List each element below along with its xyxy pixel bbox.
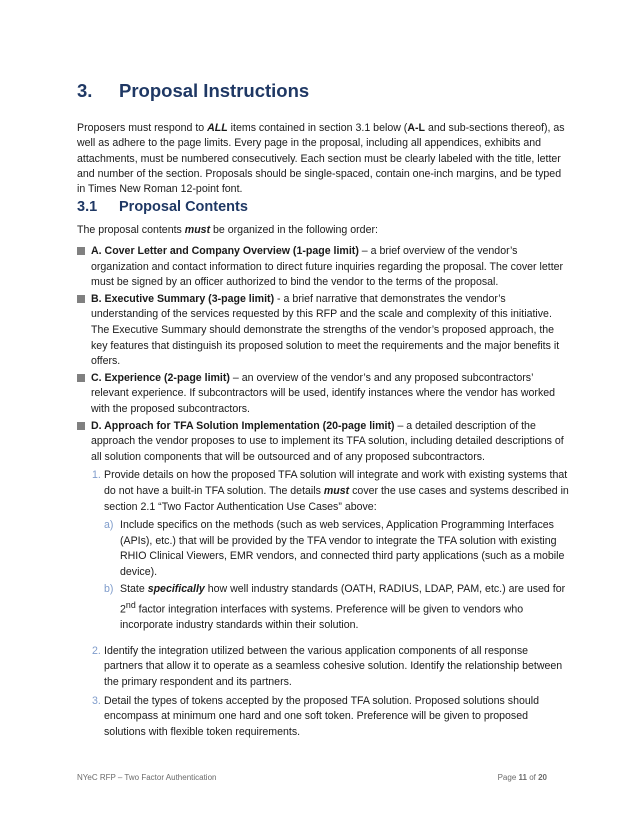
intro-bold: A-L (407, 122, 425, 134)
list-number: 3. (92, 694, 101, 707)
page-current: 11 (518, 773, 527, 782)
item-title: A. Cover Letter and Company Overview (1-page limit) (91, 245, 359, 257)
contents-list (77, 244, 569, 743)
lead-text: The proposal contents (77, 224, 185, 236)
item-text: – an overview of the vendor’s and any proposed subcontractors’ relevant experience. If subcontractors will be used, identify instances where the vendor has worked with the proposed subcontractors. (91, 371, 556, 415)
lead-emphasis: must (184, 224, 211, 236)
list-letter: b) (104, 583, 114, 596)
intro-text-mid: items contained in section 3.1 below ( (227, 122, 408, 134)
numbered-item-3 (91, 694, 569, 741)
square-bullet-icon (77, 422, 85, 430)
list-item (77, 244, 569, 291)
item-text: – a brief overview of the vendor’s organization and contact information to direct future inquiries regarding the proposal. The cover letter must be signed by an officer authorized to bind the vendor to the terms of the proposal. (91, 245, 564, 289)
intro-emphasis: ALL (207, 122, 228, 134)
lead-paragraph (77, 223, 569, 237)
square-bullet-icon (77, 374, 85, 382)
item-text: – a detailed description of the approach the vendor proposes to use to implement its TFA solution, including detailed descriptions of all solution components that will be outsourced and of any proposed subcontractors. (91, 419, 564, 463)
page-number (498, 773, 547, 782)
section-title: Proposal Instructions (119, 80, 310, 101)
item-text-mid: how well industry standards (OATH, RADIUS, LDAP, PAM, etc.) are used for 2 (120, 583, 566, 616)
lettered-item-b (104, 582, 569, 633)
list-item (77, 292, 569, 370)
list-item (77, 419, 569, 741)
item-title: B. Executive Summary (3-page limit) (91, 292, 275, 305)
subsection-title: Proposal Contents (119, 199, 248, 215)
page-footer (77, 773, 547, 782)
item-text: Detail the types of tokens accepted by the proposed TFA solution. Proposed solutions should encompass at minimum one hard and one soft token. Preference will be given to proposed solutions with flexible token requirements. (104, 694, 540, 738)
intro-text: Proposers must respond to (77, 122, 208, 134)
page-of-label: of (526, 773, 539, 782)
superscript: nd (125, 600, 136, 611)
item-text: - a brief narrative that demonstrates the vendor’s understanding of the services requested by this RFP and the scale and complexity of this initiative. The Executive Summary should demonstrate the strengths of the vendor’s proposed approach, the key features that distinguish its proposed solution to meet the requirements and the major benefits it offers. (91, 292, 560, 368)
list-number: 2. (92, 644, 101, 657)
intro-text-post: and sub-sections thereof), as well as adhere to the page limits. Every page in the proposal, including all appendices, exhibits and attachments, must be numbered consecutively. Each section must be clearly labeled with the title, letter and number of the section. Proposals should be single-spaced, contain one-inch margins, and be typed in Times New Roman 12-point font. (77, 122, 565, 196)
item-text-post: factor integration interfaces with systems. Preference will be given to vendors who incorporate industry standards within their solution. (120, 603, 524, 632)
list-letter: a) (104, 519, 114, 532)
item-text: Identify the integration utilized between the various application components of all response partners that allow it to operate as a seamless cohesive solution. Identify the relationship between the primary respondent and its partners. (104, 644, 563, 688)
square-bullet-icon (77, 247, 85, 255)
item-text: Include specifics on the methods (such as web services, Application Programming Interfaces (APIs), etc.) that will be provided by the TFA vendor to integrate the TFA solution with existing RHIO Clinical Viewers, EMR vendors, and connected third party applications (such as a mobile device). (120, 519, 565, 578)
item-emphasis: specifically (147, 583, 205, 596)
list-number: 1. (92, 469, 101, 482)
page-label: Page (497, 773, 519, 782)
square-bullet-icon (77, 295, 85, 303)
list-item (77, 371, 569, 418)
item-text: Provide details on how the proposed TFA solution will integrate and work with existing systems that do not have a built-in TFA solution. The details (104, 469, 568, 497)
lettered-item-a (104, 518, 569, 580)
subsection-number: 3.1 (77, 199, 98, 215)
section-number: 3. (77, 80, 93, 101)
numbered-list (91, 468, 569, 740)
item-text: State (120, 583, 148, 596)
subsection-heading (77, 199, 248, 215)
numbered-item-2 (91, 644, 569, 691)
item-text-post: cover the use cases and systems described in section 2.1 “Two Factor Authentication Use Cases” above: (104, 484, 569, 513)
intro-paragraph (77, 121, 569, 197)
item-title: C. Experience (2-page limit) (91, 371, 230, 384)
lead-text-post: be organized in the following order: (210, 224, 378, 236)
section-heading (77, 80, 309, 102)
item-emphasis: must (323, 484, 350, 497)
page-total: 20 (538, 773, 547, 782)
item-title: D. Approach for TFA Solution Implementation (20-page limit) (91, 419, 395, 432)
footer-document-title: NYeC RFP – Two Factor Authentication (77, 773, 217, 782)
lettered-list (104, 518, 569, 634)
numbered-item-1 (91, 468, 569, 633)
